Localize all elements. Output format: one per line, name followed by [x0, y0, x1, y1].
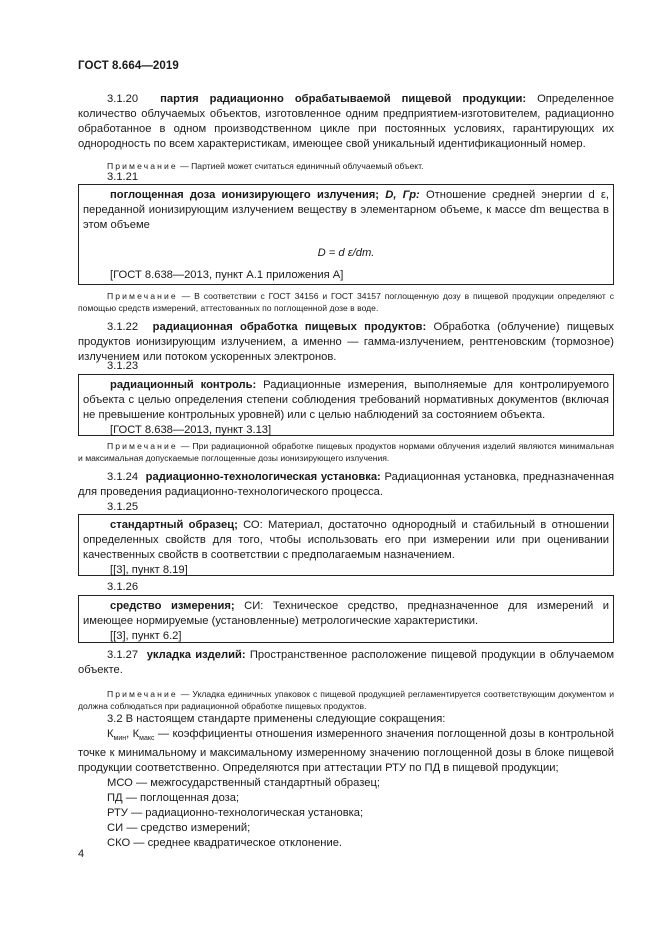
definition-text: Отношение средней энергии d ε, переданной ионизирующим излучением веществу в элементарном объеме, к массе dm вещества в этом объеме [83, 189, 610, 231]
definition-box-3-1-23 [78, 374, 614, 436]
abbreviations-intro: 3.2 В настоящем стандарте применены следующие сокращения: [107, 713, 446, 725]
section-3-1-20 [78, 92, 614, 172]
note [78, 290, 614, 314]
clause-number: 3.1.20 [107, 93, 139, 105]
abbreviation-item: СИ — средство измерений; [107, 822, 251, 835]
definition-text: Радиационные измерения, выполняемые для контролируемого объекта с целью определения степени соблюдения требований нормативных документов (включая не превышение контрольных уровней) или с целью наблюдений за состоянием объекта. [83, 379, 610, 421]
definition-paragraph [78, 92, 614, 152]
source-reference: [[3], пункт 6.2] [110, 630, 182, 642]
definition-box-3-1-21 [78, 184, 614, 285]
term: радиационно-технологическая установка: [145, 471, 381, 483]
definition-paragraph [83, 188, 609, 233]
section-3-1-21 [78, 170, 614, 185]
definition-text: Обработка (облучение) пищевых продуктов ионизирующим излучением, а именно — гамма-излучением, рентгеновским (тормозное) излучением или потоком ускоренных электронов. [78, 321, 615, 363]
definition-box-3-1-25 [78, 514, 614, 576]
clause-number: 3.1.27 [107, 649, 139, 661]
abbreviation-item: РТУ — радиационно-технологическая установка; [107, 807, 364, 820]
abbreviation-item: ПД — поглощенная доза; [107, 792, 240, 805]
k-subscript-max: макс [139, 735, 155, 743]
note-label: Примечание [107, 689, 178, 699]
term: средство измерения; [110, 600, 235, 612]
source-reference: [ГОСТ 8.638—2013, пункт 3.13] [110, 424, 272, 436]
term: партия радиационно обрабатываемой пищевой продукции: [160, 93, 527, 105]
definition-paragraph [78, 648, 614, 678]
clause-number: 3.1.23 [107, 360, 139, 372]
k-subscript-min: мин [113, 735, 127, 743]
section-3-1-23 [78, 359, 614, 374]
abbreviation-k [78, 727, 614, 776]
definition-paragraph [83, 599, 609, 629]
section-3-1-27 [78, 648, 614, 712]
abbreviation-item: СКО — среднее квадратическое отклонение. [107, 837, 343, 850]
section-3-1-24 [78, 470, 614, 500]
note [78, 440, 614, 464]
abbreviation-text: — коэффициенты отношения измеренного значения поглощенной дозы в контрольной точке к минимальному и максимальному измеренному значению поглощенной дозы в блоке пищевой продукции соответственно. Определяются при аттестации РТУ по ПД в пищевой продукции; [78, 728, 614, 775]
definition-paragraph [78, 470, 614, 500]
note-3-1-23 [78, 440, 614, 464]
definition-paragraph [83, 518, 609, 563]
definition-box-3-1-26 [78, 595, 614, 643]
formula: D = d ε/dm. [317, 247, 375, 259]
definition-paragraph [83, 378, 609, 423]
abbreviation-item: МСО — межгосударственный стандартный образец; [107, 777, 380, 790]
page-number: 4 [78, 848, 85, 860]
note [78, 688, 614, 712]
definition-text: Радиационная установка, предназначенная для проведения радиационно-технологического процесса. [78, 471, 615, 498]
definition-text: Материал, достаточно однородный и стабильный в отношении определенных свойств для того, чтобы использовать его при измерении или при оценивании качественных свойств в соответствии с предполагаемым назначением. [83, 519, 609, 561]
definition-text: Техническое средство, предназначенное для измерений и имеющее нормируемые (установленные) метрологические характеристики. [83, 600, 609, 627]
note-text: — В соответствии с ГОСТ 34156 и ГОСТ 34157 поглощенную дозу в пищевой продукции определяют с помощью средств измерений, аттестованных по поглощенной дозе в воде. [78, 291, 615, 313]
clause-number: 3.1.26 [107, 581, 139, 593]
k-symbol: К [107, 728, 114, 740]
clause-number: 3.1.22 [107, 321, 139, 333]
clause-number: 3.1.21 [107, 171, 139, 183]
term: укладка изделий: [146, 649, 246, 661]
k-separator: , К [126, 728, 140, 740]
definition-text: Определенное количество облучаемых объектов, изготовленное одним предприятием-изготовителем, радиационно обработанное в одном производственном цикле при постоянных условиях, гарантирующих их однородность по всем характеристикам, имеющее свой уникальный идентификационный номер. [78, 93, 614, 150]
note-text: — Партией может считаться единичный облучаемый объект. [180, 161, 424, 171]
term: радиационный контроль: [110, 379, 257, 391]
note-text: — Укладка единичных упаковок с пищевой продукцией регламентируется соответствующим документом и должна соблюдаться при радиационной обработке пищевых продуктов. [78, 689, 614, 711]
term-symbol: D, Гр: [385, 189, 420, 201]
term: стандартный образец; [110, 519, 238, 531]
section-3-1-26 [78, 580, 614, 595]
term: поглощенная доза ионизирующего излучения; [110, 189, 380, 201]
section-3-1-25 [78, 500, 614, 515]
abbreviation: СИ: [244, 600, 264, 612]
note-3-1-21 [78, 290, 614, 314]
note-label: Примечание [107, 441, 178, 451]
note-label: Примечание [107, 291, 178, 301]
source-reference: [ГОСТ 8.638—2013, пункт А.1 приложения А] [110, 269, 344, 281]
source-reference: [[3], пункт 8.19] [110, 564, 188, 576]
clause-number: 3.1.25 [107, 501, 139, 513]
note-text: — При радиационной обработке пищевых продуктов нормами облучения изделий являются минимальная и максимальная допускаемые поглощенные дозы ионизирующего излучения. [78, 441, 615, 463]
definition-text: Пространственное расположение пищевой продукции в облучаемом объекте. [78, 649, 615, 676]
note-label: Примечание [107, 161, 178, 171]
clause-number: 3.1.24 [107, 471, 139, 483]
abbreviation: СО: [243, 519, 263, 531]
section-3-2 [78, 712, 614, 851]
standard-header: ГОСТ 8.664—2019 [78, 60, 179, 72]
term: радиационная обработка пищевых продуктов: [152, 321, 427, 333]
